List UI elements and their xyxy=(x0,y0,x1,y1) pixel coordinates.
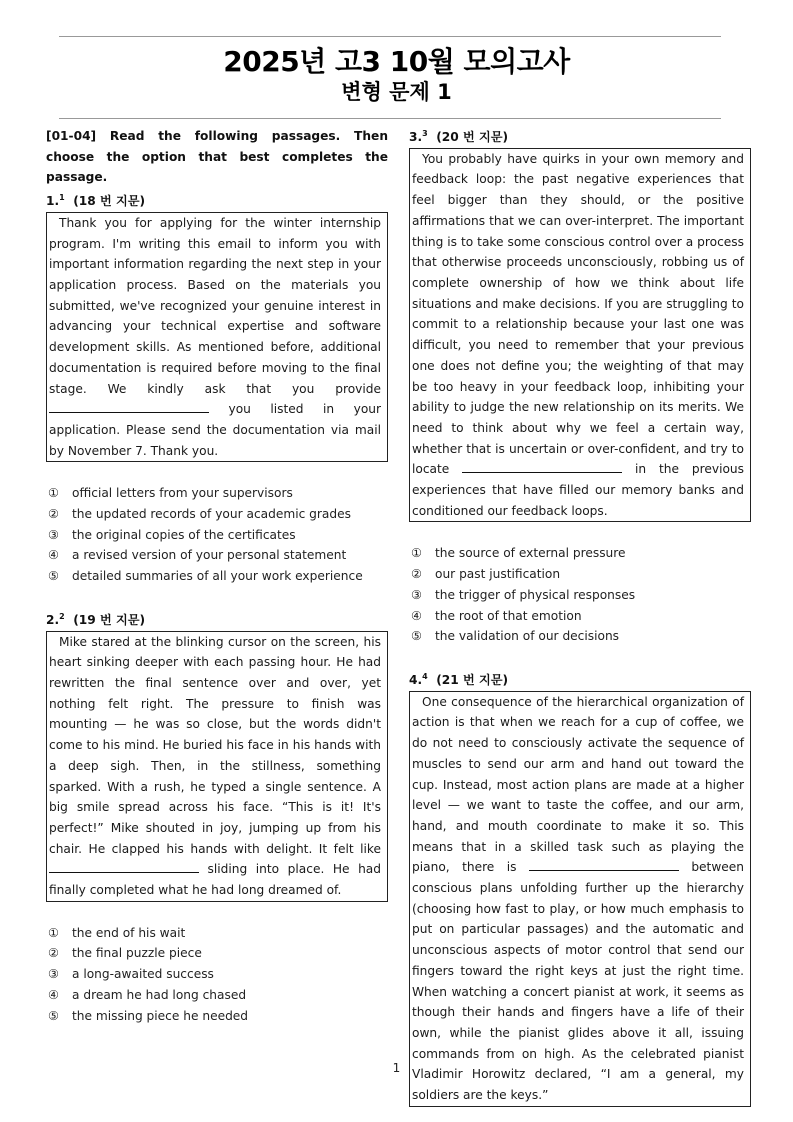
option-3[interactable]: ③ the trigger of physical responses xyxy=(411,587,636,602)
page-number: 1 xyxy=(392,1061,401,1075)
option-list xyxy=(409,543,751,647)
option-5[interactable]: ⑤ the validation of our decisions xyxy=(411,629,620,644)
question-header: 1.$^1$ (18 번 지문) xyxy=(46,193,146,209)
instructions: [01-04] Read the following passages. Then choose the option that best completes the passage. xyxy=(46,129,388,185)
passage-box xyxy=(409,148,751,523)
question-4 xyxy=(409,667,751,1107)
option-5[interactable]: ⑤ detailed summaries of all your work experience xyxy=(48,569,363,584)
passage-text: You probably have quirks in your own memory and feedback loop: the past negative experiences that feel bigger than they should, or the positive affirmations that we can over-interpret. The important thing is to take some conscious control over a process that otherwise proceeds unconsciously, robbing us of complete ownership of how we think about life situations and make decisions. If you are struggling to commit to a relationship because your last one was difficult, you need to remember that your previous one does not define you; the weighting of that may be too heavy in your feedback loop, inhibiting your ability to judge the new relationship on its merits. We need to think about why we feel a certain way, whether that is uncertain or over-confident, and try to locate in the previous experiences that have filled our memory banks and conditioned our feedback loops. xyxy=(412,151,745,518)
option-1[interactable]: ① official letters from your supervisors xyxy=(48,486,293,501)
option-2[interactable]: ② the final puzzle piece xyxy=(48,946,202,961)
page-title: 2025년 고3 10월 모의고사 xyxy=(223,45,570,78)
option-4[interactable]: ④ a revised version of your personal statement xyxy=(48,548,347,563)
option-3[interactable]: ③ a long-awaited success xyxy=(48,967,214,982)
answer-blank xyxy=(49,401,209,413)
passage-box xyxy=(46,212,388,462)
header-rule xyxy=(59,118,721,119)
option-4[interactable]: ④ a dream he had long chased xyxy=(48,987,247,1002)
option-2[interactable]: ② our past justification xyxy=(411,567,561,582)
question-3 xyxy=(409,124,751,647)
passage-box xyxy=(46,631,388,902)
question-1 xyxy=(46,188,388,587)
top-rule xyxy=(59,36,721,37)
option-5[interactable]: ⑤ the missing piece he needed xyxy=(48,1008,249,1023)
answer-blank xyxy=(462,461,622,473)
passage-text: One consequence of the hierarchical organization of action is that when we reach for a cup of coffee, we do not need to consciously activate the sequence of muscles to send our arm and hand out toward the cup. Instead, most action plans are made at a higher level — we want to taste the coffee, and our arm, hand, and mouth coordinate to make it so. This means that in a skilled task such as playing the piano, there is between conscious plans unfolding further up the hierarchy (choosing how fast to play, or how much emphasis to put on particular passages) and the automatic and unconscious aspects of motor control that send our fingers toward the right keys at just the right time. When watching a concert pianist at work, it seems as though their hands and fingers have a life of their own, while the pianist glides above it all, issuing commands from on high. As the celebrated pianist Vladimir Horowitz declared, “I am a general, my soldiers are the keys.” xyxy=(412,694,745,1103)
question-header: 3.$^3$ (20 번 지문) xyxy=(409,129,509,145)
page-subtitle: 변형 문제 1 xyxy=(341,80,452,104)
answer-blank xyxy=(529,859,679,871)
question-header: 4.$^4$ (21 번 지문) xyxy=(409,671,509,687)
right-column xyxy=(409,124,751,1107)
option-1[interactable]: ① the end of his wait xyxy=(48,925,186,940)
question-2 xyxy=(46,607,388,1026)
answer-blank xyxy=(49,861,199,873)
option-1[interactable]: ① the source of external pressure xyxy=(411,546,626,561)
option-4[interactable]: ④ the root of that emotion xyxy=(411,608,582,623)
passage-text: Thank you for applying for the winter internship program. I'm writing this email to inform you with important information regarding the next step in your application process. Based on the materials you submitted, we've recognized your genuine interest in advancing your technical expertise and software development skills. As mentioned before, additional documentation is required before moving to the final stage. We kindly ask that you provide you listed in your application. Please send the documentation via mail by November 7. Thank you. xyxy=(49,215,382,458)
option-3[interactable]: ③ the original copies of the certificates xyxy=(48,527,296,542)
question-header: 2.$^2$ (19 번 지문) xyxy=(46,611,146,627)
option-list xyxy=(46,923,388,1027)
left-column xyxy=(46,124,388,1026)
option-list xyxy=(46,483,388,587)
passage-box xyxy=(409,691,751,1107)
passage-text: Mike stared at the blinking cursor on the screen, his heart sinking deeper with each passing hour. He had rewritten the final sentence over and over, yet nothing felt right. The pressure to finish was mounting — he was so close, but the words didn't come to his mind. He buried his face in his hands with a deep sigh. Then, in the stillness, something sparked. With a rush, he typed a single sentence. A big smile spread across his face. “This is it! It's perfect!” Mike shouted in joy, jumping up from his chair. He clapped his hands with delight. It felt like sliding into place. He had finally completed what he had long dreamed of. xyxy=(49,634,381,898)
option-2[interactable]: ② the updated records of your academic grades xyxy=(48,507,351,522)
